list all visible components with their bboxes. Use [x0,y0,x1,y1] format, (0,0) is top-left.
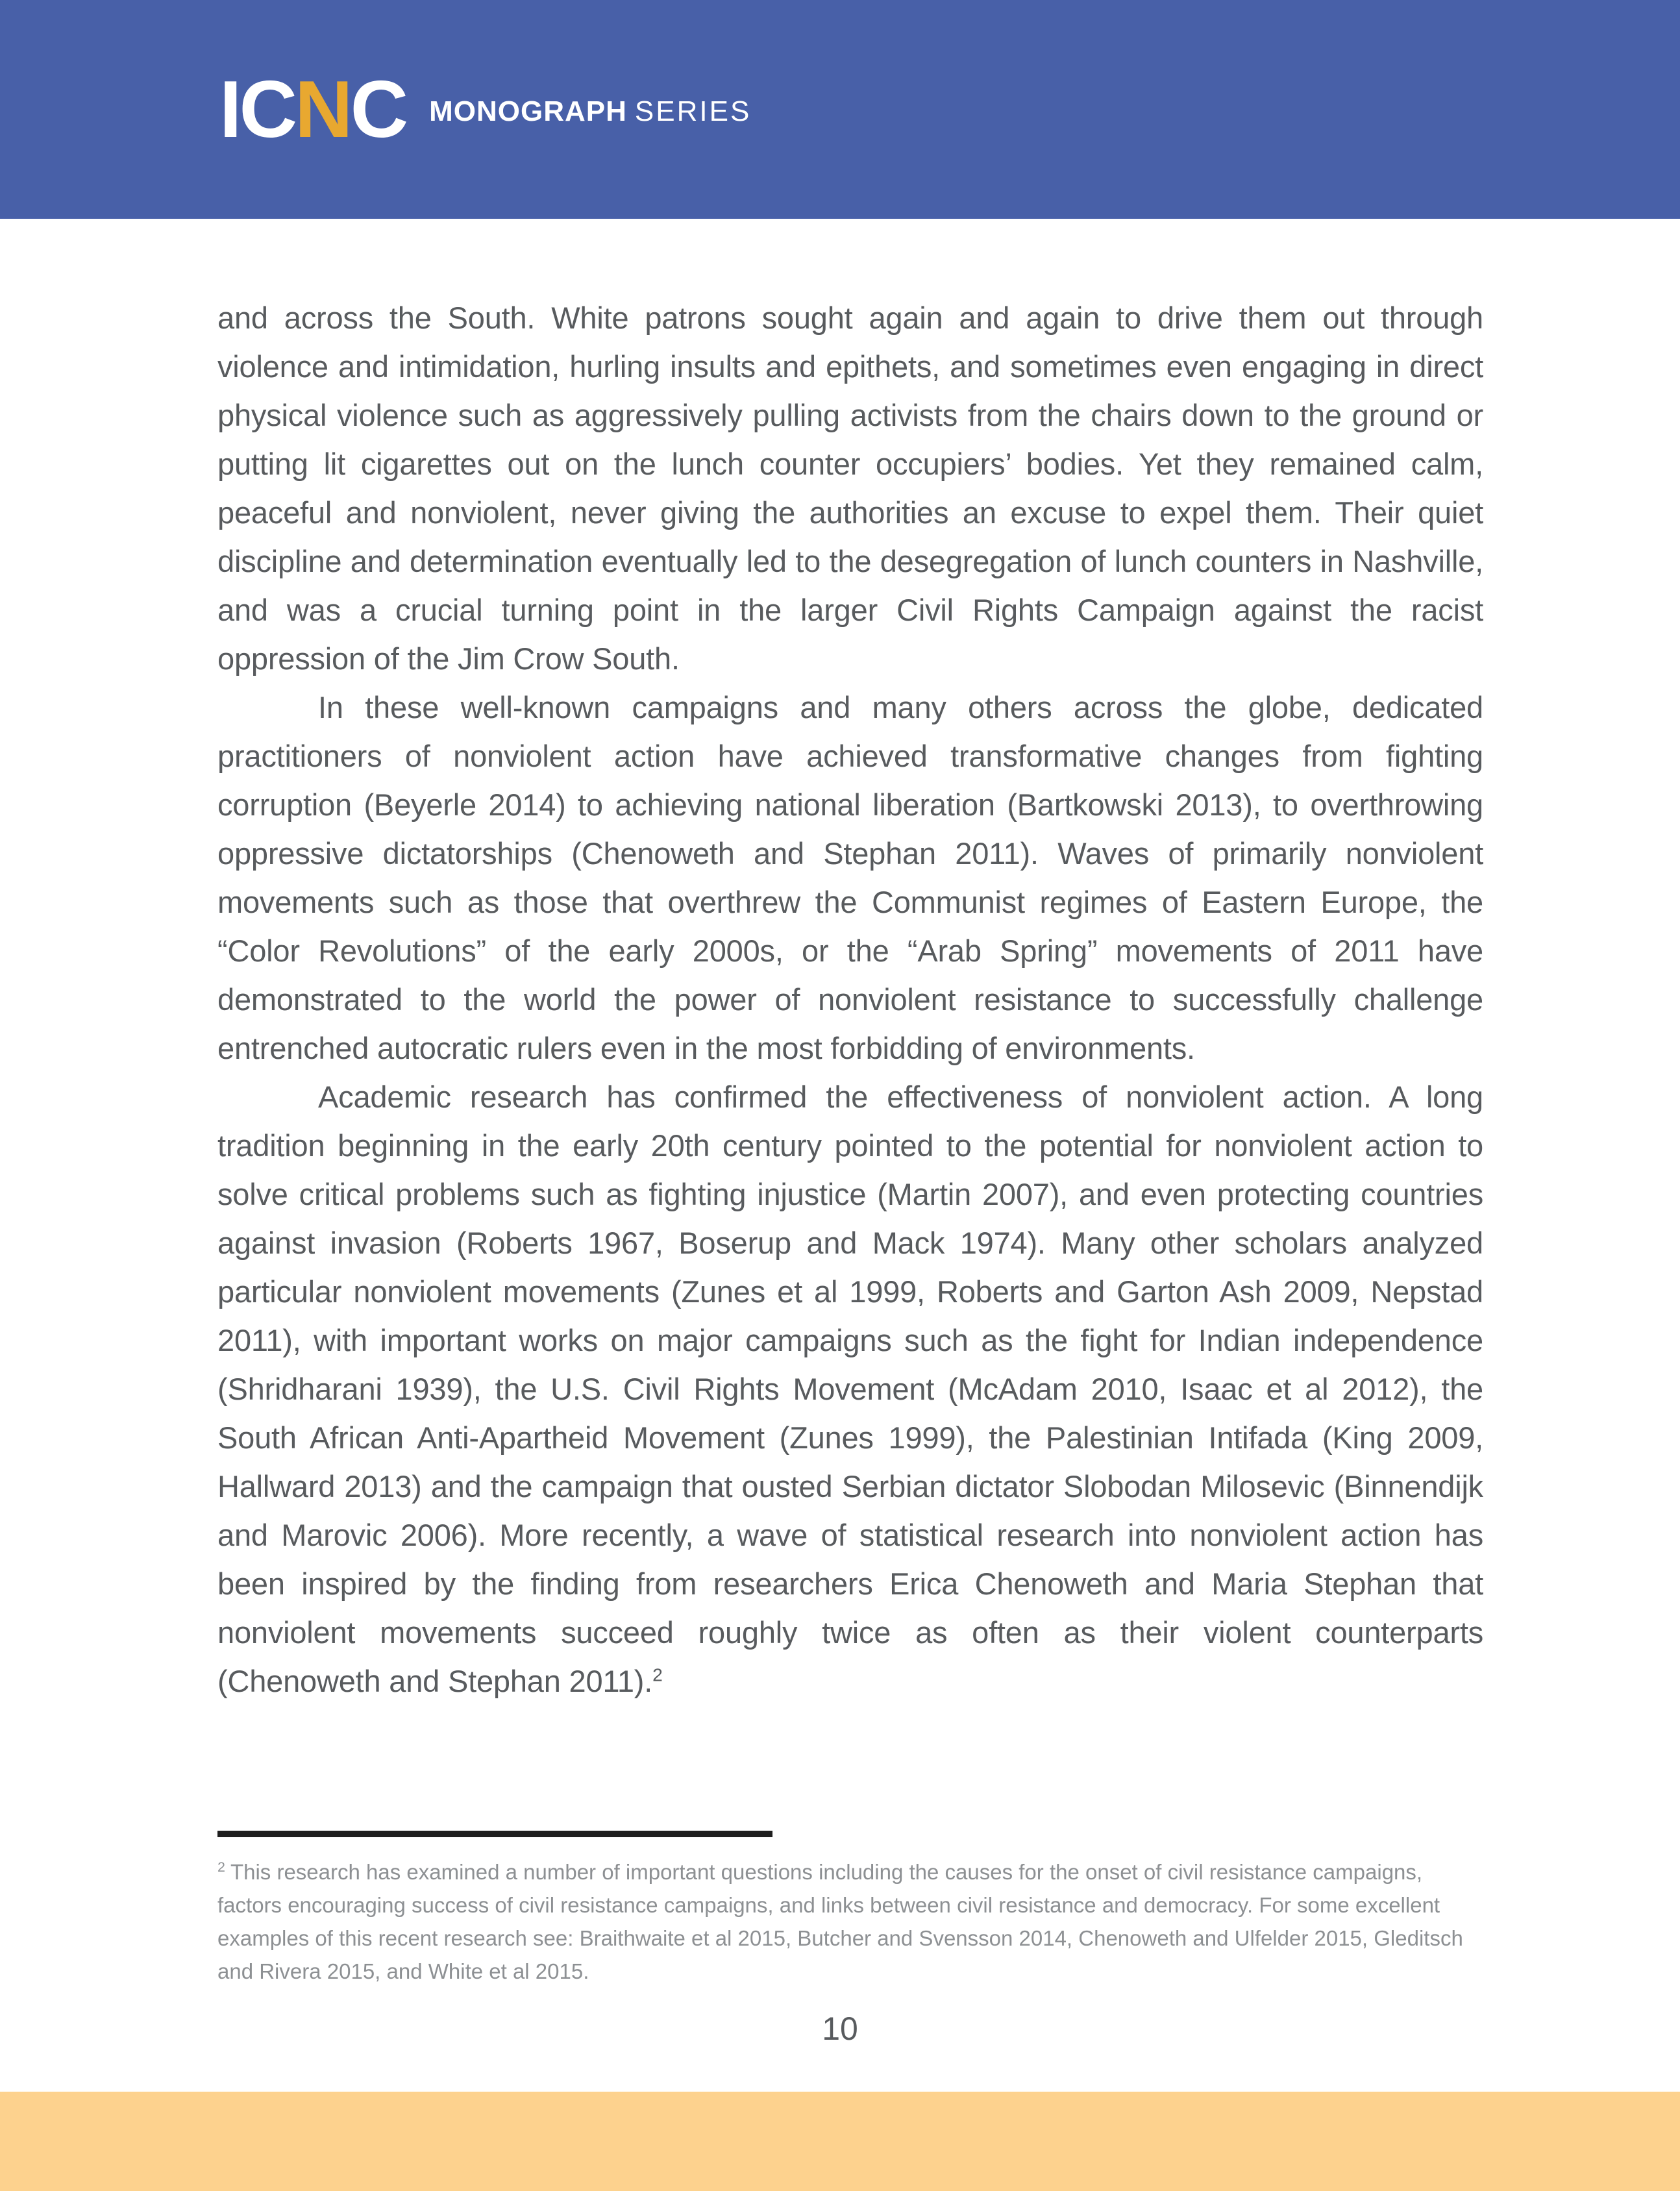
footnote-separator-rule [217,1831,772,1837]
paragraph-3 [217,1072,1483,1705]
body-text [217,293,1483,1705]
series-title-series: SERIES [634,95,752,127]
logo-letter-c: C [350,64,406,155]
icnc-logo [219,0,751,219]
icnc-logo-text [219,64,406,155]
logo-letters-ic: IC [219,64,295,155]
series-title-monograph: MONOGRAPH [429,95,627,127]
footnote-text [217,1855,1483,1988]
paragraph-3-text: Academic research has confirmed the effectiveness of nonviolent action. A long tradition beginning in the early 20th century pointed to the potential for nonviolent action to solve critical problems such as fighting injustice (Martin 2007), and even protecting countries against invasion (Roberts 1967, Boserup and Mack 1974). Many other scholars analyzed particular nonviolent movements (Zunes et al 1999, Roberts and Garton Ash 2009, Nepstad 2011), with important works on major campaigns such as the fight for Indian independence (Shridharani 1939), the U.S. Civil Rights Movement (McAdam 2010, Isaac et al 2012), the South African Anti-Apartheid Movement (Zunes 1999), the Palestinian Intifada (King 2009, Hallward 2013) and the campaign that ousted Serbian dictator Slobodan Milosevic (Binnendijk and Marovic 2006). More recently, a wave of statistical research into nonviolent action has been inspired by the finding from researchers Erica Chenoweth and Maria Stephan that nonviolent movements succeed roughly twice as often as their violent counterparts (Chenoweth and Stephan 2011). [217,1080,1483,1698]
footer-band [0,2092,1680,2191]
series-title [429,93,751,126]
footnote-body: This research has examined a number of important questions including the causes for the onset of civil resistance campaigns, factors encouraging success of civil resistance campaigns, and links between civil resistance and democracy. For some excellent examples of this recent research see: Braithwaite et al 2015, Butcher and Svensson 2014, Chenoweth and Ulfelder 2015, Gleditsch and Rivera 2015, and White et al 2015. [217,1860,1463,1983]
paragraph-2: In these well-known campaigns and many others across the globe, dedicated practitioners of nonviolent action have achieved transformative changes from fighting corruption (Beyerle 2014) to achieving national liberation (Bartkowski 2013), to overthrowing oppressive dictatorships (Chenoweth and Stephan 2011). Waves of primarily nonviolent movements such as those that overthrew the Communist regimes of Eastern Europe, the “Color Revolutions” of the early 2000s, or the “Arab Spring” movements of 2011 have demonstrated to the world the power of nonviolent resistance to successfully challenge entrenched autocratic rulers even in the most forbidding of environments. [217,690,1483,1065]
paragraph-1: and across the South. White patrons sought again and again to drive them out through violence and intimidation, hurling insults and epithets, and sometimes even engaging in direct physical violence such as aggressively pulling activists from the chairs down to the ground or putting lit cigarettes out on the lunch counter occupiers’ bodies. Yet they remained calm, peaceful and nonviolent, never giving the authorities an excuse to expel them. Their quiet discipline and determination eventually led to the desegregation of lunch counters in Nashville, and was a crucial turning point in the larger Civil Rights Campaign against the racist oppression of the Jim Crow South. [217,301,1483,676]
footnote-marker: 2 [217,1859,225,1875]
page-number: 10 [822,2011,858,2047]
header-band [0,0,1680,219]
footnote-reference-2: 2 [652,1664,663,1685]
footnote [217,1831,1483,1988]
logo-letter-n-gold: N [295,64,351,155]
